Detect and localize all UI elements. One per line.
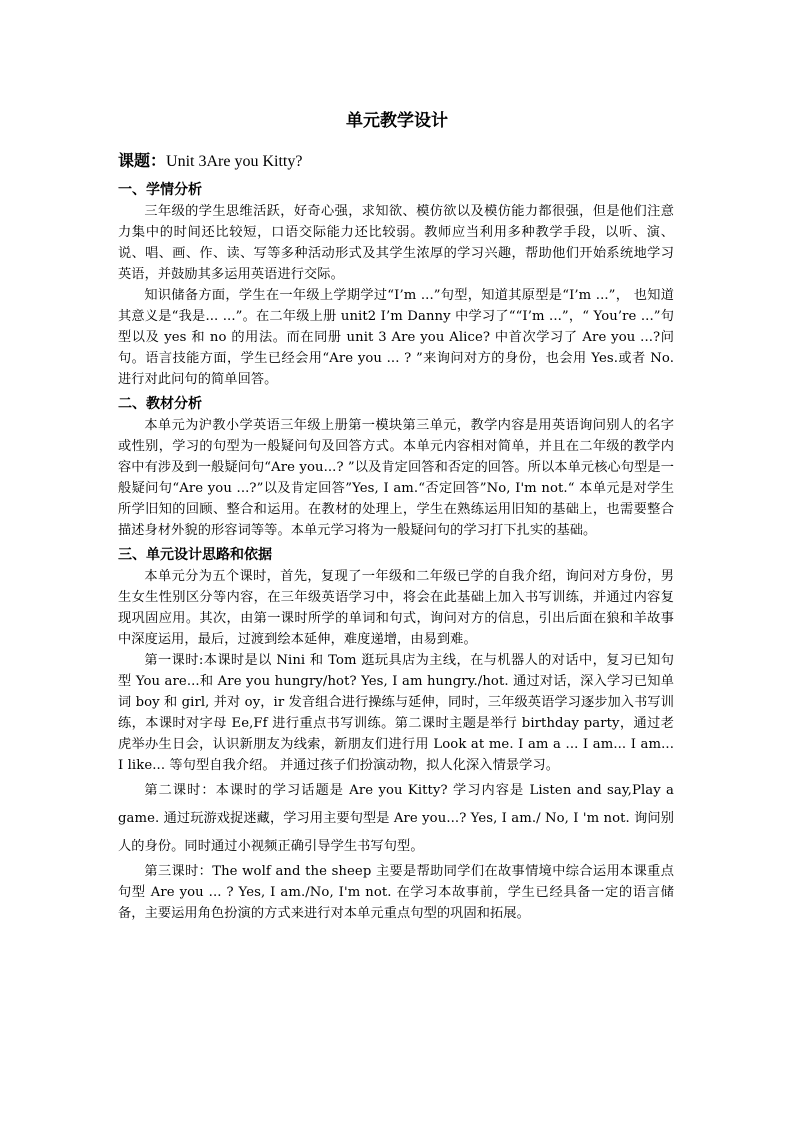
paragraph: 本单元为沪教小学英语三年级上册第一模块第三单元，教学内容是用英语询问别人的名字或性别，学习的句型为一般疑问句及回答方式。本单元内容相对简单，并且在二年级的教学内容中有涉及到一般疑问句“Are you...? ”以及肯定回答和否定的回答。所以本单元核心句型是一般疑问句“Are you ...?”以及肯定回答”Yes, I am.“否定回答”No, I'm not.“ 本单元是对学生所学旧知的回顾、整合和运用。在教材的处理上，学生在熟练运用旧知的基础上，也需要整合描述身材外貌的形容词等等。本单元学习将为一般疑问句的学习打下扎实的基础。 <box>118 418 674 538</box>
paragraph: 第三课时：The wolf and the sheep 主要是帮助同学们在故事情境中综合运用本课重点句型 Are you ... ? Yes, I am./No, I'm not. 在学习本故事前，学生已经具备一定的语言储备，主要运用角色扮演的方式来进行对本单元重点句型的巩固和拓展。 <box>118 864 674 921</box>
lesson-label: 课题： <box>118 151 167 170</box>
paragraph: 第一课时:本课时是以 Nini 和 Tom 逛玩具店为主线，在与机器人的对话中，复习已知句型 You are...和 Are you hungry/hot? Yes, I am hungry./hot. 通过对话，深入学习已知单词 boy 和 girl, 并对 oy，ir 发音组合进行操练与延伸，同时，三年级英语学习逐步加入书写训练，本课时对字母 Ee,Ff 进行重点书写训练。第二课时主题是举行 birthday party，通过老虎举办生日会，认识新朋友为线索，新朋友们进行用 Look at me. I am a ... I am... I am... I like... 等句型自我介绍。 并通过孩子们扮演动物，拟人化深入情景学习。 <box>118 653 674 773</box>
paragraph: 本单元分为五个课时，首先，复现了一年级和二年级已学的自我介绍，询问对方身份，男生女生性别区分等内容，在三年级英语学习中，将会在此基础上加入书写训练，并通过内容复现巩固应用。其次，由第一课时所学的单词和句式，询问对方的信息，引出后面在狼和羊故事中深度运用，最后，过渡到绘本延伸，难度递增，由易到难。 <box>118 569 674 647</box>
section-heading-design-rationale: 三、单元设计思路和依据 <box>118 547 272 563</box>
section-heading-student-analysis: 一、学情分析 <box>118 182 202 198</box>
document-title: 单元教学设计 <box>346 111 448 131</box>
document-body <box>118 147 674 924</box>
lesson-name: Unit 3Are you Kitty? <box>166 153 303 170</box>
section-heading-material-analysis: 二、教材分析 <box>118 396 202 412</box>
lesson-title <box>118 147 674 176</box>
paragraph: 第二课时：本课时的学习话题是 Are you Kitty? 学习内容是 Listen and say,Play a game. 通过玩游戏捉迷藏，学习用主要句型是 Are you...? Yes, I am./ No, I 'm not. 询问别人的身份。同时通过小视频正确引导学生书写句型。 <box>118 783 674 854</box>
paragraph: 知识储备方面，学生在一年级上学期学过“I’m ...”句型，知道其原型是“I’m ...”， 也知道其意义是“我是... ...”。在二年级上册 unit2 I’m Danny 中学习了““I’m ...”，“ You’re ...”句型以及 yes 和 no 的用法。而在同册 unit 3 Are you Alice? 中首次学习了 Are you ...?问句。语言技能方面，学生已经会用“Are you ... ? ”来询问对方的身份，也会用 Yes.或者 No.进行对此问句的简单回答。 <box>118 288 674 387</box>
paragraph: 三年级的学生思维活跃，好奇心强，求知欲、模仿欲以及模仿能力都很强，但是他们注意力集中的时间还比较短，口语交际能力还比较弱。教师应当利用多种教学手段，以听、演、说、唱、画、作、读、写等多种活动形式及其学生浓厚的学习兴趣，帮助他们开始系统地学习英语，并鼓励其多运用英语进行交际。 <box>118 204 674 282</box>
